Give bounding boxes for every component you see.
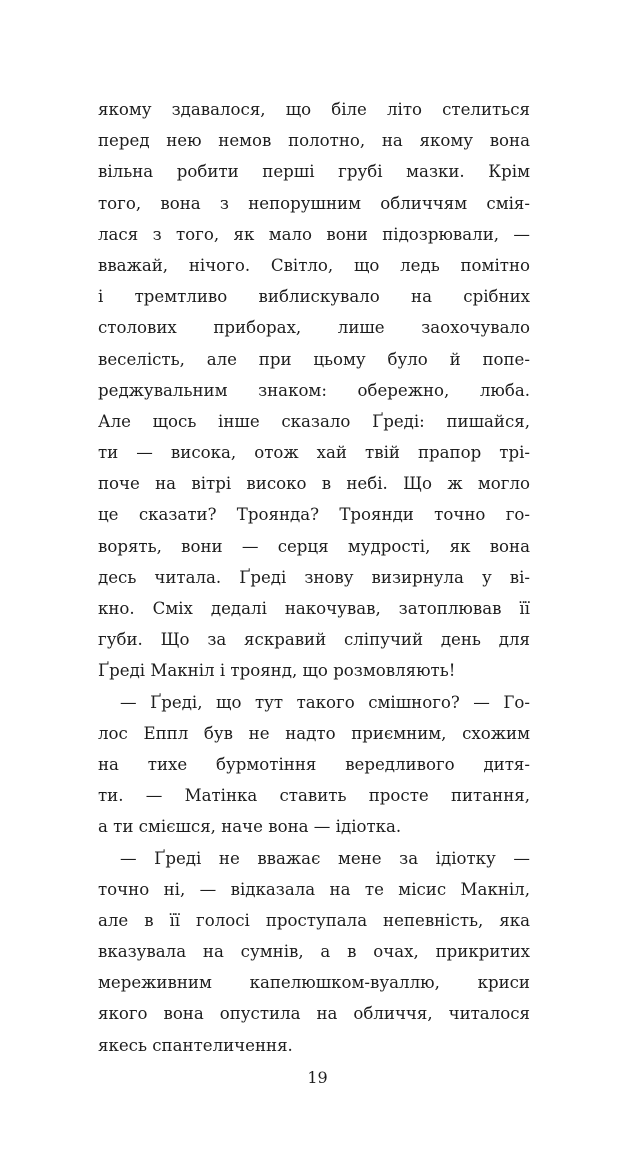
- text-line: кно. Сміх дедалі накочував, затоплював її: [98, 599, 530, 618]
- text-line: перед нею немов полотно, на якому вона: [98, 131, 530, 151]
- text-line: але в її голосі проступала непевність, яка: [98, 910, 530, 930]
- dialogue-line: — Ґреді не вважає мене за ідіотку —: [120, 848, 530, 868]
- text-line: на тихе бурмотіння вередливого дитя-: [98, 754, 530, 774]
- text-line: вільна робити перші грубі мазки. Крім: [98, 162, 530, 182]
- text-line: а ти смієшся, наче вона — ідіотка.: [98, 817, 402, 837]
- page-number: 19: [307, 1068, 328, 1087]
- text-line: того, вона з непорушним обличчям смія-: [98, 193, 530, 213]
- text-line: веселість, але при цьому було й попе-: [98, 349, 530, 369]
- text-line: ворять, вони — серця мудрості, як вона: [98, 536, 530, 556]
- text-line: якому здавалося, що біле літо стелиться: [98, 100, 530, 119]
- text-line: мереживним капелюшком-вуаллю, криси: [98, 973, 530, 993]
- text-line: Ґреді Макніл і троянд, що розмовляють!: [98, 661, 456, 681]
- text-line: якесь спантеличення.: [98, 1035, 293, 1055]
- text-line: це сказати? Троянда? Троянди точно го-: [98, 505, 530, 525]
- text-line: ти — висока, отож хай твій прапор трі-: [98, 443, 530, 463]
- text-line: якого вона опустила на обличчя, читалося: [98, 1004, 530, 1024]
- text-line: Але щось інше сказало Ґреді: пишайся,: [98, 411, 530, 431]
- text-line: вважай, нічого. Світло, що ледь помітно: [98, 255, 530, 275]
- text-line: ти. — Матінка ставить просте питання,: [98, 786, 530, 806]
- body-text: [98, 94, 530, 1061]
- text-line: десь читала. Ґреді знову визирнула у ві-: [98, 567, 530, 587]
- text-line: точно ні, — відказала на те місис Макніл,: [98, 879, 530, 899]
- text-line: лос Еппл був не надто приємним, схожим: [98, 723, 530, 743]
- text-line: лася з того, як мало вони підозрювали, —: [98, 224, 530, 244]
- dialogue-line: — Ґреді, що тут такого смішного? — Го-: [120, 692, 530, 712]
- text-line: столових приборах, лише заохочувало: [98, 318, 530, 338]
- text-line: губи. Що за яскравий сліпучий день для: [98, 630, 530, 650]
- text-line: і тремтливо виблискувало на срібних: [98, 287, 530, 307]
- text-line: поче на вітрі високо в небі. Що ж могло: [98, 474, 530, 494]
- text-line: реджувальним знаком: обережно, люба.: [98, 380, 530, 400]
- text-line: вказувала на сумнів, а в очах, прикритих: [98, 942, 530, 962]
